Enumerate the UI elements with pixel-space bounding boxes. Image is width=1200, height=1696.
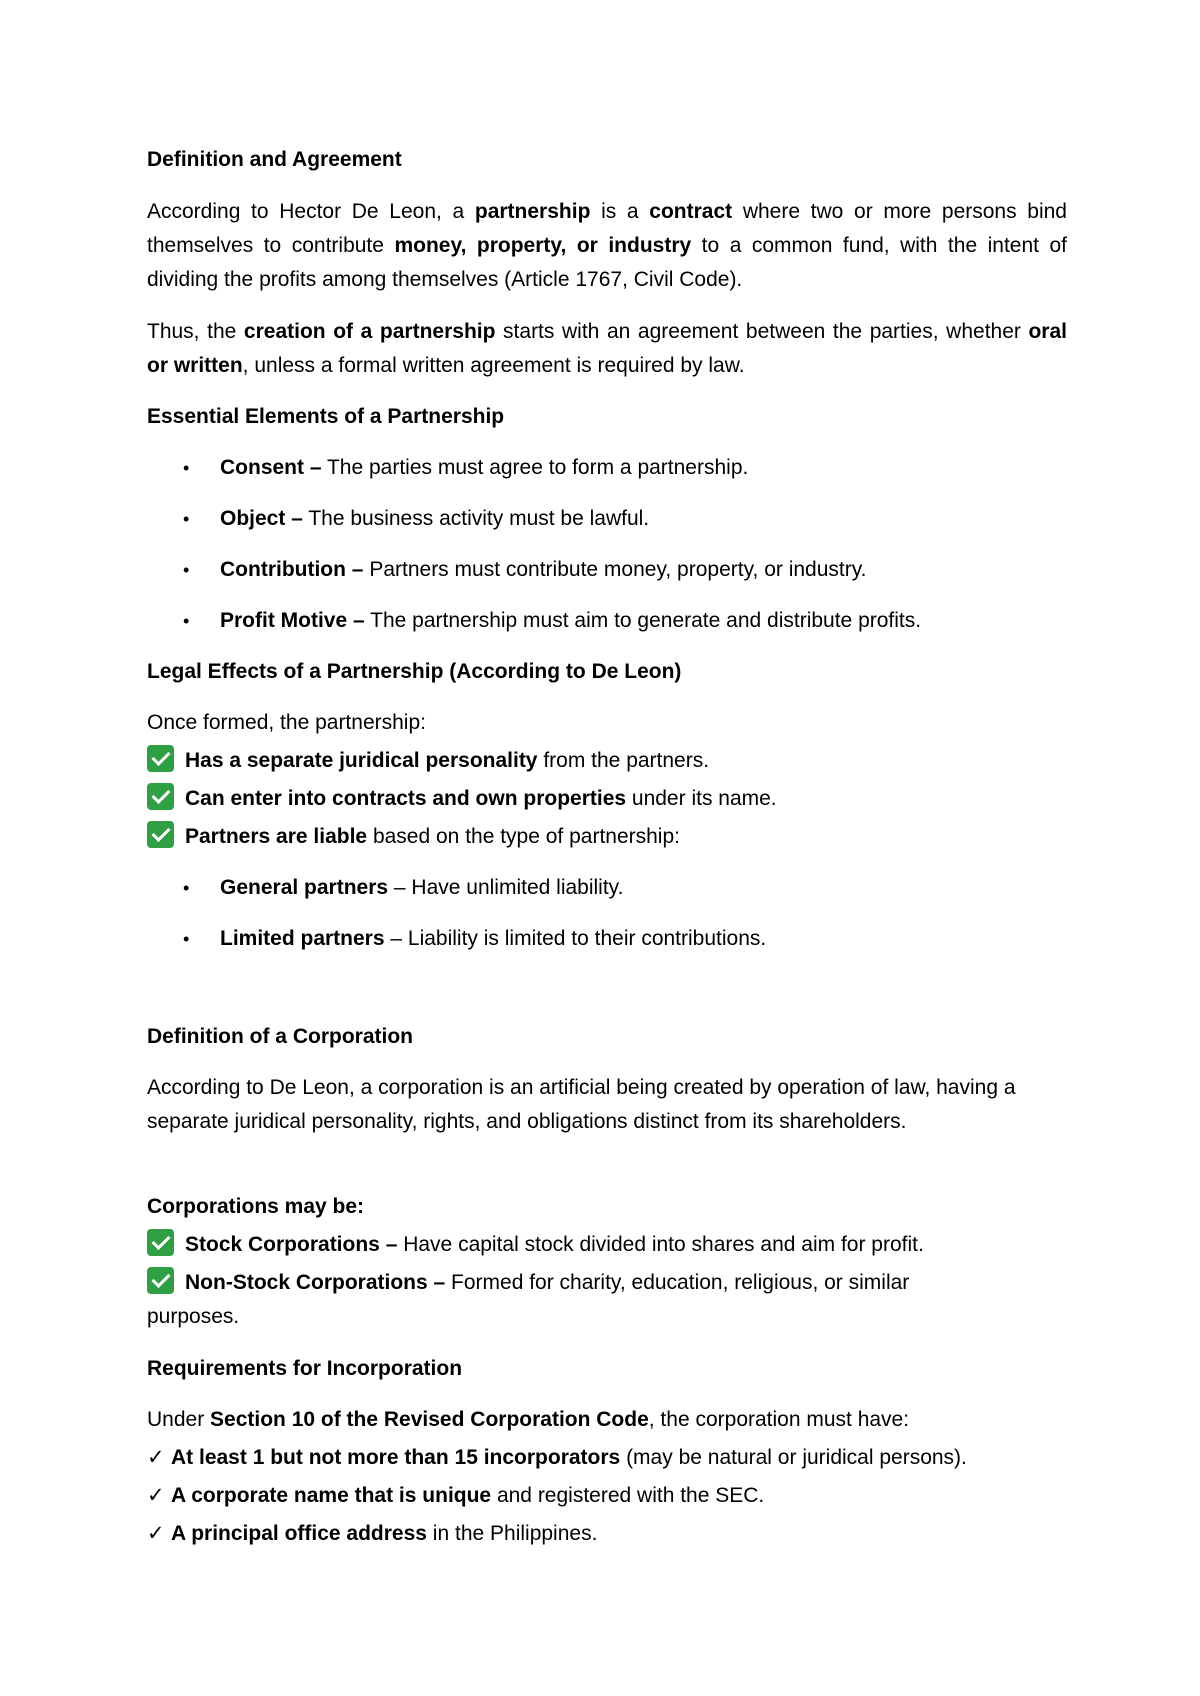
heading-corporations-may-be: Corporations may be: xyxy=(147,1195,365,1218)
requirement-item: ✓ A principal office address in the Philippines. xyxy=(147,1517,1067,1551)
check-item: Non-Stock Corporations – Formed for charity, education, religious, or similar purposes. xyxy=(147,1266,1007,1334)
heading-requirements-incorporation: Requirements for Incorporation xyxy=(147,1357,463,1380)
green-check-box-icon xyxy=(147,745,174,772)
green-check-box-icon xyxy=(147,783,174,810)
heading-definition-agreement: Definition and Agreement xyxy=(147,148,402,171)
paragraph-corporation-definition: According to De Leon, a corporation is an artificial being created by operation of law, having a separate juridical personality, rights, and obligations distinct from its shareholders. xyxy=(147,1076,1016,1133)
heading-essential-elements: Essential Elements of a Partnership xyxy=(147,405,505,428)
check-mark-icon: ✓ xyxy=(147,1446,165,1469)
check-item: Can enter into contracts and own properties under its name. xyxy=(147,782,1067,816)
check-mark-icon: ✓ xyxy=(147,1522,165,1545)
requirement-item: ✓ At least 1 but not more than 15 incorporators (may be natural or juridical persons). xyxy=(147,1441,1067,1475)
heading-definition-corporation: Definition of a Corporation xyxy=(147,1025,413,1048)
paragraph-partnership-creation: Thus, the creation of a partnership starts with an agreement between the parties, whether oral or written, unless a formal written agreement is required by law. xyxy=(147,320,1067,377)
bullet-icon: • xyxy=(183,878,190,898)
bullet-icon: • xyxy=(183,611,190,631)
check-item: Stock Corporations – Have capital stock divided into shares and aim for profit. xyxy=(147,1228,1067,1262)
check-item: Has a separate juridical personality from the partners. xyxy=(147,744,1067,778)
check-item: Partners are liable based on the type of partnership: xyxy=(147,820,1067,854)
paragraph-partnership-definition: According to Hector De Leon, a partnership is a contract where two or more persons bind themselves to contribute money, property, or industry to a common fund, with the intent of dividing the profits among themselves (Article 1767, Civil Code). xyxy=(147,200,1067,291)
check-mark-icon: ✓ xyxy=(147,1484,165,1507)
bullet-icon: • xyxy=(183,929,190,949)
bullet-icon: • xyxy=(183,560,190,580)
requirement-item: ✓ A corporate name that is unique and registered with the SEC. xyxy=(147,1479,1067,1513)
requirements-intro: Under Section 10 of the Revised Corporation Code, the corporation must have: xyxy=(147,1408,910,1431)
green-check-box-icon xyxy=(147,1267,174,1294)
effects-intro: Once formed, the partnership: xyxy=(147,711,426,734)
bullet-icon: • xyxy=(183,458,190,478)
heading-legal-effects: Legal Effects of a Partnership (According to De Leon) xyxy=(147,660,682,683)
green-check-box-icon xyxy=(147,1229,174,1256)
green-check-box-icon xyxy=(147,821,174,848)
bullet-icon: • xyxy=(183,509,190,529)
